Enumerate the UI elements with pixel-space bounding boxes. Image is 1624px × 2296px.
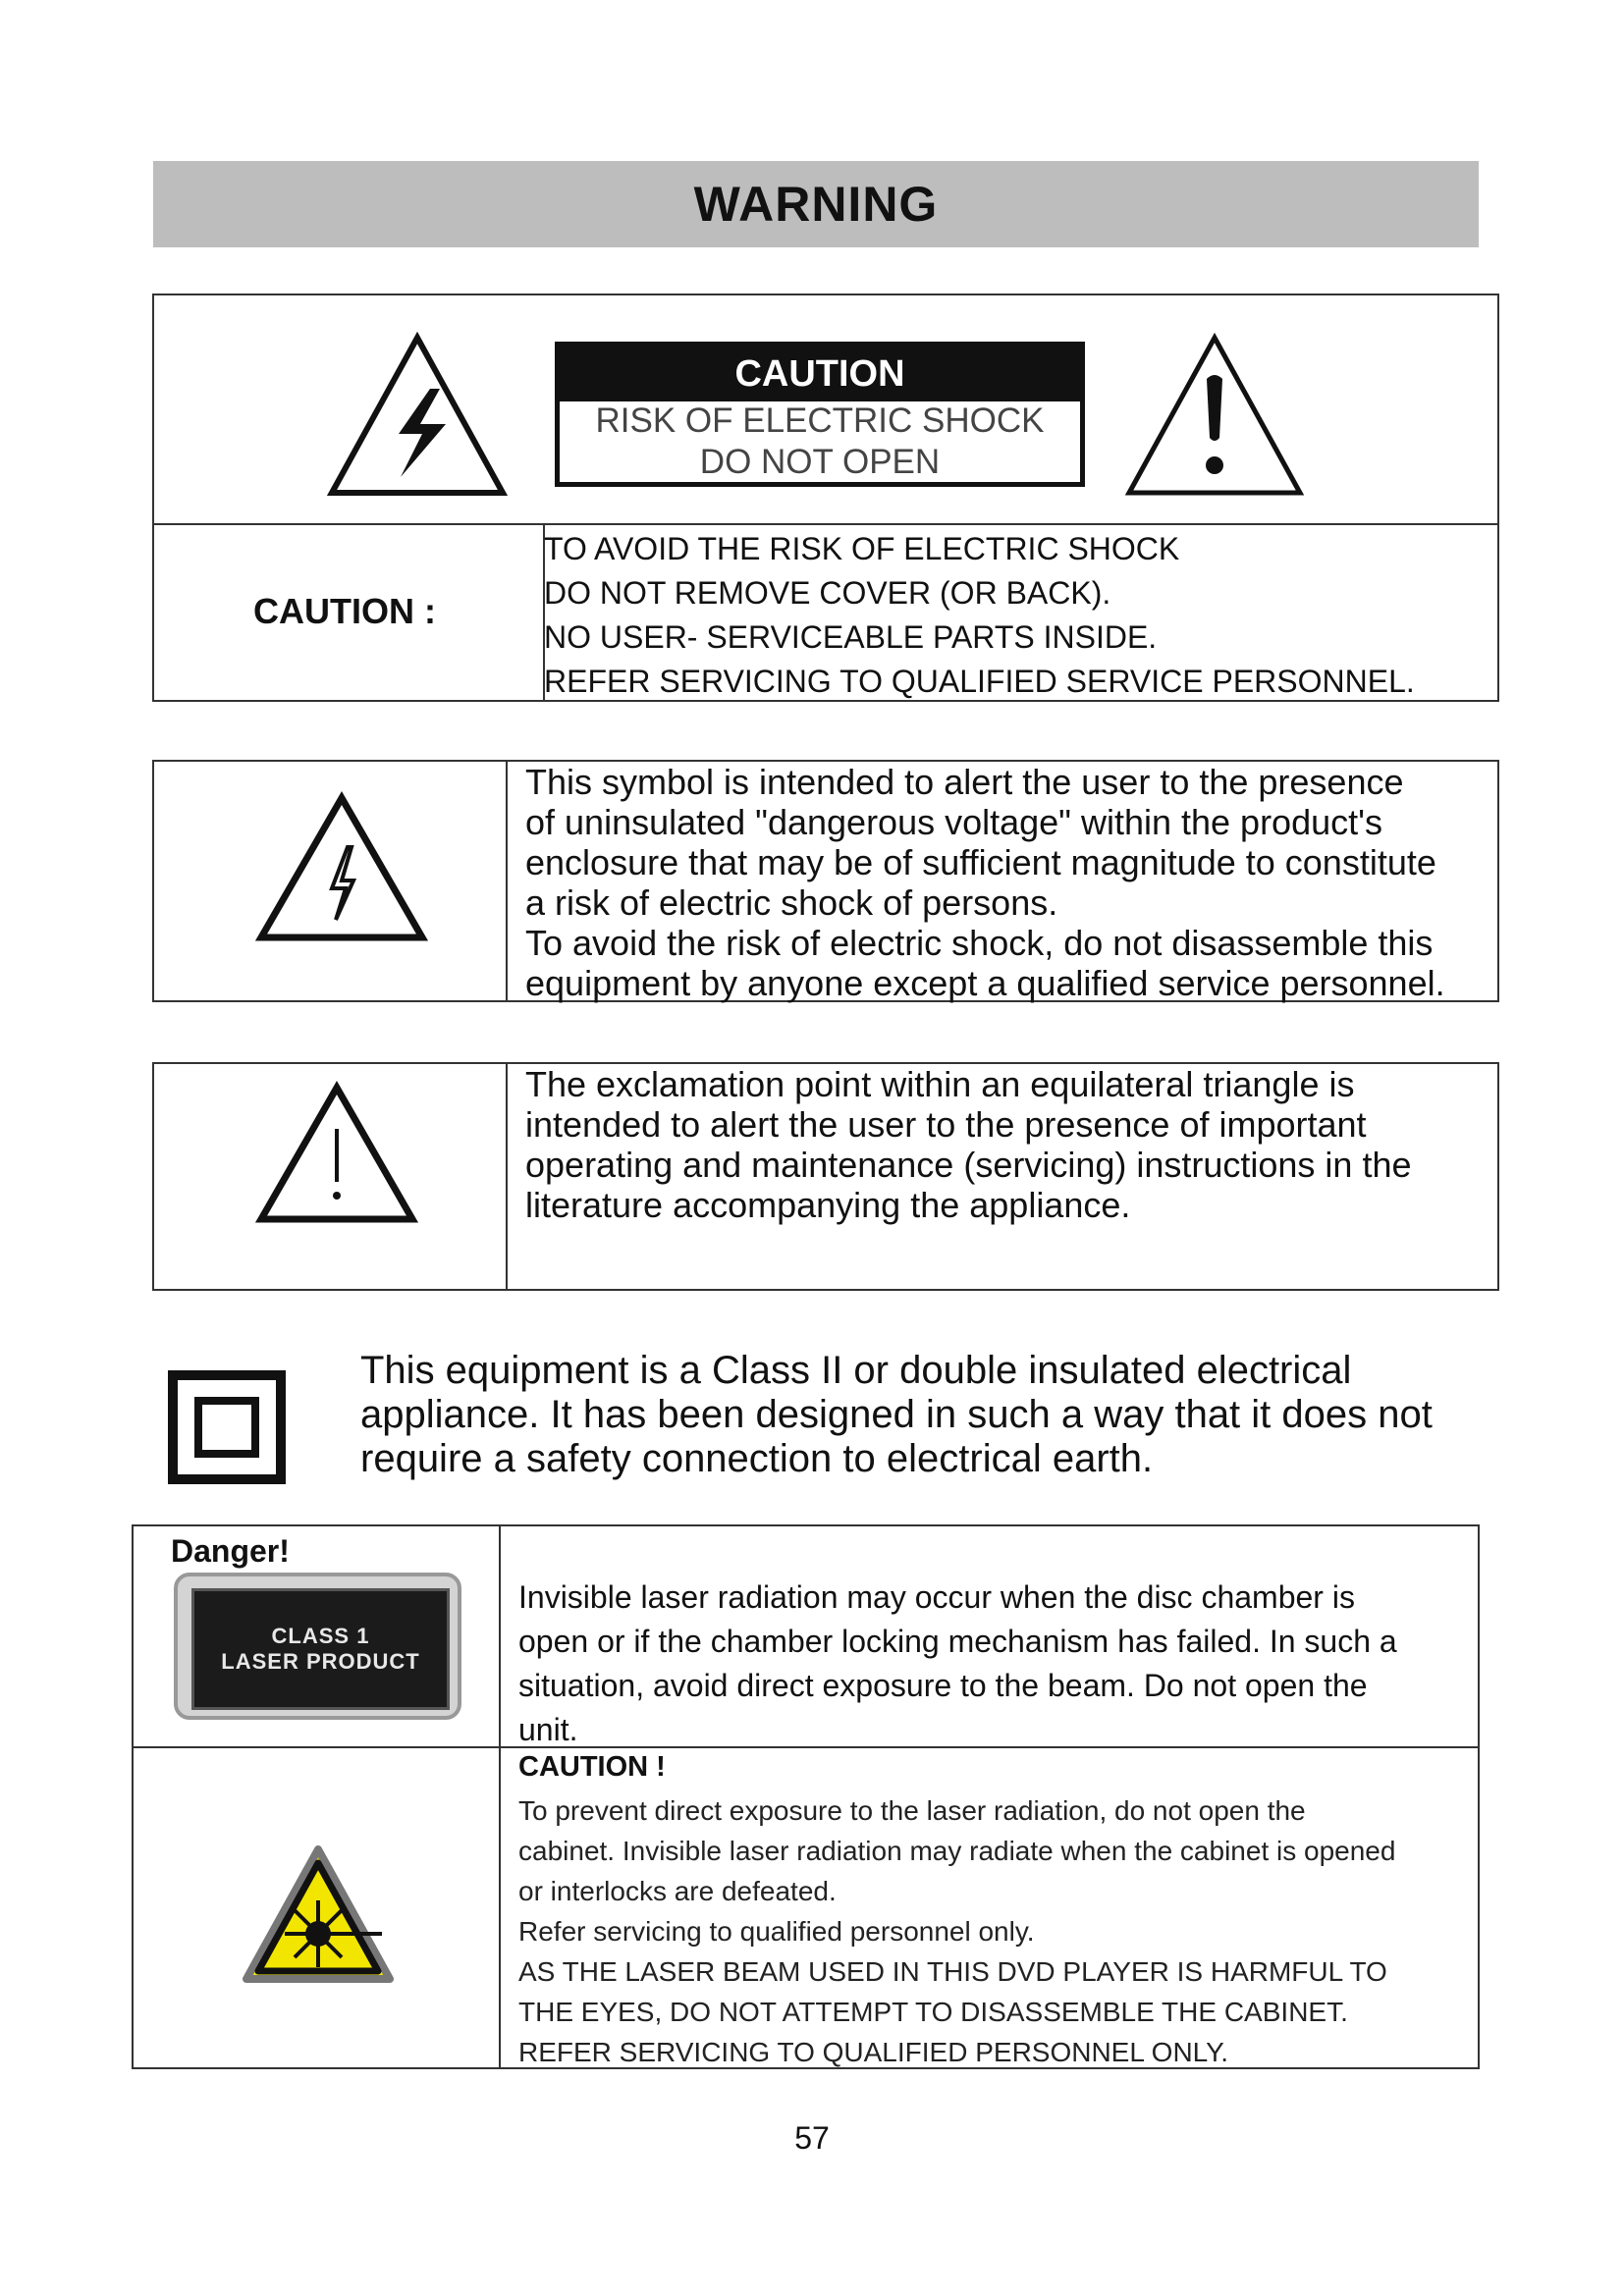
exclamation-symbol-text	[525, 1064, 1497, 1225]
text-line: operating and maintenance (servicing) instructions in the	[525, 1145, 1412, 1185]
caution-label-head: CAUTION	[734, 352, 905, 395]
text-line: THE EYES, DO NOT ATTEMPT TO DISASSEMBLE THE CABINET.	[518, 1997, 1348, 2027]
laser-danger-text	[518, 1575, 1476, 1752]
caution-line: REFER SERVICING TO QUALIFIED SERVICE PERSONNEL.	[544, 664, 1415, 699]
text-line: intended to alert the user to the presence of important	[525, 1104, 1367, 1145]
laser-caution-text	[518, 1790, 1476, 2072]
caution-label-line2: DO NOT OPEN	[699, 443, 941, 481]
text-line: of uninsulated "dangerous voltage" within the product's	[525, 802, 1382, 842]
text-line: unit.	[518, 1712, 578, 1747]
page-title: WARNING	[693, 177, 939, 232]
electric-shock-warning-icon	[324, 332, 511, 499]
text-line: To prevent direct exposure to the laser radiation, do not open the	[518, 1795, 1306, 1826]
class1-line2: LASER PRODUCT	[221, 1649, 420, 1674]
voltage-symbol-text	[525, 762, 1497, 1003]
text-line: Invisible laser radiation may occur when the disc chamber is	[518, 1579, 1355, 1615]
text-line: REFER SERVICING TO QUALIFIED PERSONNEL ONLY.	[518, 2037, 1229, 2067]
text-line: a risk of electric shock of persons.	[525, 882, 1058, 923]
danger-label: Danger!	[171, 1533, 290, 1569]
class2-text	[360, 1349, 1499, 1481]
caution-line: TO AVOID THE RISK OF ELECTRIC SHOCK	[544, 531, 1180, 566]
text-line: equipment by anyone except a qualified service personnel.	[525, 963, 1445, 1003]
caution-label	[555, 342, 1085, 487]
laser-caution-head: CAUTION !	[518, 1751, 666, 1783]
double-insulation-icon	[167, 1369, 287, 1485]
caution-label-line1: RISK OF ELECTRIC SHOCK	[595, 401, 1045, 440]
text-line: The exclamation point within an equilateral triangle is	[525, 1064, 1355, 1104]
class1-line1: CLASS 1	[271, 1624, 370, 1648]
caution-row-label: CAUTION :	[253, 591, 436, 631]
dangerous-voltage-icon	[253, 790, 430, 947]
caution-lines	[544, 527, 1415, 704]
text-line: literature accompanying the appliance.	[525, 1185, 1131, 1225]
text-line: require a safety connection to electrical earth.	[360, 1437, 1154, 1480]
exclamation-warning-icon	[1121, 332, 1308, 499]
title-bar	[153, 161, 1479, 247]
text-line: enclosure that may be of sufficient magnitude to constitute	[525, 842, 1436, 882]
text-line: This symbol is intended to alert the user to the presence	[525, 762, 1404, 802]
page-number: 57	[794, 2120, 830, 2156]
caution-line: NO USER- SERVICEABLE PARTS INSIDE.	[544, 619, 1158, 655]
text-line: This equipment is a Class II or double insulated electrical	[360, 1349, 1352, 1392]
caution-line: DO NOT REMOVE COVER (OR BACK).	[544, 575, 1111, 611]
text-line: Refer servicing to qualified personnel only.	[518, 1916, 1035, 1947]
text-line: appliance. It has been designed in such a way that it does not	[360, 1393, 1433, 1436]
text-line: situation, avoid direct exposure to the beam. Do not open the	[518, 1668, 1368, 1703]
text-line: open or if the chamber locking mechanism has failed. In such a	[518, 1624, 1397, 1659]
text-line: or interlocks are defeated.	[518, 1876, 837, 1906]
exclamation-triangle-icon	[253, 1080, 420, 1227]
class1-laser-label	[174, 1573, 461, 1720]
text-line: AS THE LASER BEAM USED IN THIS DVD PLAYER IS HARMFUL TO	[518, 1956, 1387, 1987]
text-line: To avoid the risk of electric shock, do not disassemble this	[525, 923, 1434, 963]
laser-radiation-icon	[239, 1842, 398, 1989]
text-line: cabinet. Invisible laser radiation may radiate when the cabinet is opened	[518, 1836, 1396, 1866]
